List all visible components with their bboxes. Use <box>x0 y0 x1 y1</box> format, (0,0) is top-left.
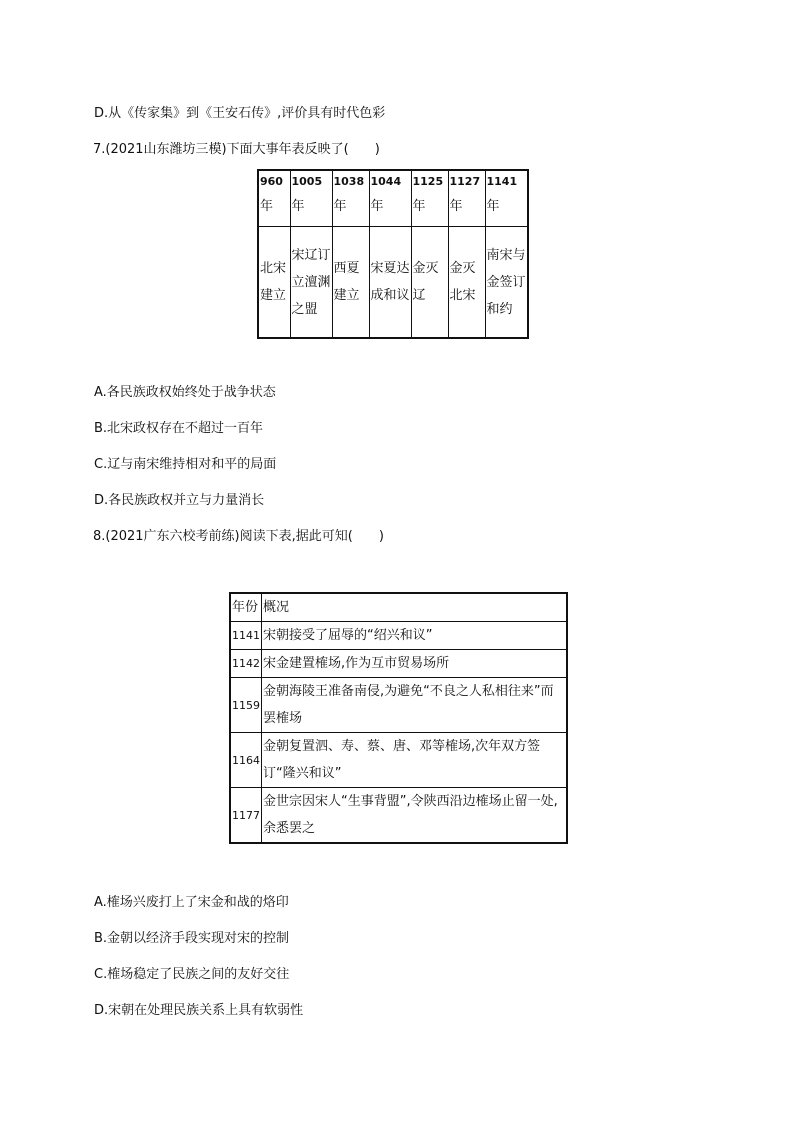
event-cell: 金灭辽 <box>411 227 448 339</box>
year-cell: 1044 年 <box>369 170 411 227</box>
year-row <box>258 170 528 227</box>
year-cell: 1038 年 <box>332 170 369 227</box>
row-year: 1159 <box>230 678 262 733</box>
row-summary: 金朝复置泗、寿、蔡、唐、邓等榷场,次年双方签订“隆兴和议” <box>262 733 567 788</box>
q7-option-c: C.辽与南宋维持相对和平的局面 <box>94 457 277 472</box>
trade-market-table <box>229 592 568 844</box>
event-cell: 北宋建立 <box>258 227 290 339</box>
row-summary: 金世宗因宋人“生事背盟”,令陕西沿边榷场止留一处,余悉罢之 <box>262 788 567 844</box>
header-summary: 概况 <box>262 593 567 622</box>
q7-option-d: D.各民族政权并立与力量消长 <box>94 493 265 508</box>
event-cell: 宋辽订立澶渊之盟 <box>290 227 332 339</box>
chronology-table <box>257 169 529 339</box>
event-cell: 金灭北宋 <box>448 227 485 339</box>
q8-option-d: D.宋朝在处理民族关系上具有软弱性 <box>94 1003 304 1018</box>
header-year: 年份 <box>230 593 262 622</box>
event-row <box>258 227 528 339</box>
question-7-stem: 7.(2021山东潍坊三模)下面大事年表反映了( ) <box>93 142 380 157</box>
question-8-stem: 8.(2021广东六校考前练)阅读下表,据此可知( ) <box>93 529 384 544</box>
event-cell: 西夏建立 <box>332 227 369 339</box>
row-summary: 金朝海陵王准备南侵,为避免“不良之人私相往来”而罢榷场 <box>262 678 567 733</box>
year-cell: 960 年 <box>258 170 290 227</box>
table-row <box>230 788 567 844</box>
q8-option-a: A.榷场兴废打上了宋金和战的烙印 <box>94 895 289 910</box>
q8-option-c: C.榷场稳定了民族之间的友好交往 <box>94 967 290 982</box>
year-cell: 1141 年 <box>485 170 528 227</box>
previous-option-d: D.从《传家集》到《王安石传》,评价具有时代色彩 <box>94 106 386 121</box>
table-row <box>230 733 567 788</box>
table-row <box>230 650 567 678</box>
year-cell: 1127 年 <box>448 170 485 227</box>
year-cell: 1005 年 <box>290 170 332 227</box>
row-year: 1164 <box>230 733 262 788</box>
row-summary: 宋朝接受了屈辱的“绍兴和议” <box>262 622 567 650</box>
table-row <box>230 622 567 650</box>
q7-option-a: A.各民族政权始终处于战争状态 <box>94 385 276 400</box>
row-year: 1177 <box>230 788 262 844</box>
row-summary: 宋金建置榷场,作为互市贸易场所 <box>262 650 567 678</box>
q8-option-b: B.金朝以经济手段实现对宋的控制 <box>94 931 290 946</box>
event-cell: 宋夏达成和议 <box>369 227 411 339</box>
year-cell: 1125 年 <box>411 170 448 227</box>
table-header-row <box>230 593 567 622</box>
event-cell: 南宋与金签订和约 <box>485 227 528 339</box>
table-row <box>230 678 567 733</box>
row-year: 1141 <box>230 622 262 650</box>
row-year: 1142 <box>230 650 262 678</box>
q7-option-b: B.北宋政权存在不超过一百年 <box>94 421 264 436</box>
